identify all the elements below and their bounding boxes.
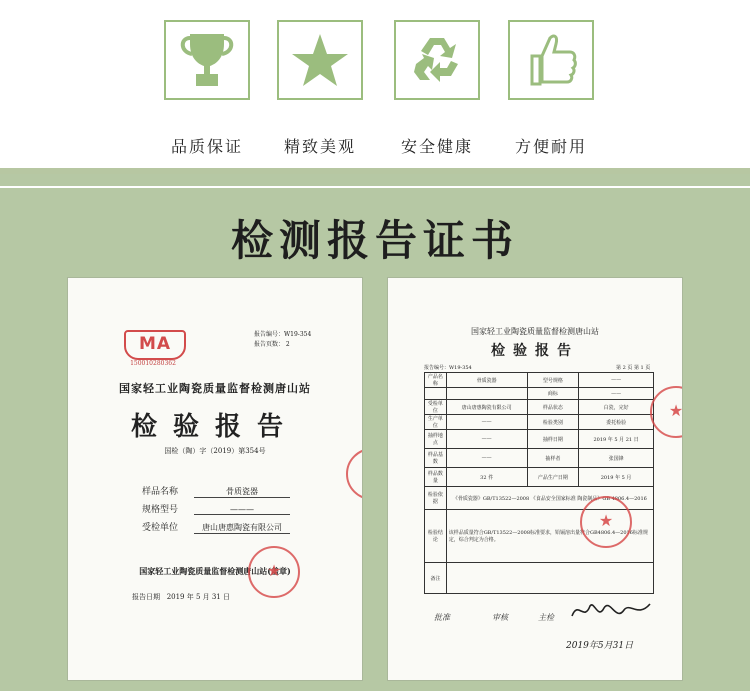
report-cover: [68, 278, 362, 680]
cma-logo: MA: [124, 330, 186, 360]
table-cell: 《骨质瓷器》GB/T13522—2008 《食品安全国家标准 陶瓷制品》GB 4806.4—2016: [446, 487, 653, 510]
handwritten-signature: [568, 598, 654, 624]
table-cell: 型号规格: [527, 373, 579, 388]
signature-date: 2019年5月31日: [566, 641, 634, 651]
signature-inspector: 主检: [538, 613, 554, 622]
table-cell: 产品名称: [425, 373, 447, 388]
report-pages-text: 报告页数： 2: [254, 341, 290, 348]
signature-approve: 批准: [434, 613, 450, 622]
cover-date: [132, 592, 230, 602]
recycle-icon: [404, 28, 470, 92]
report-number-text: 报告编号：W19-354: [254, 331, 312, 338]
field-key: 样品名称: [142, 487, 179, 497]
field-value: ———: [194, 505, 290, 515]
divider-line: [0, 186, 750, 188]
star-icon: [287, 28, 353, 92]
trophy-icon: [174, 28, 240, 92]
table-cell: 委托检验: [579, 415, 654, 430]
table-cell: 唐山唐惠陶瓷有限公司: [446, 400, 527, 415]
red-seal-stamp: [580, 496, 632, 548]
table-cell: 生产单位: [425, 415, 447, 430]
detail-title: 检验报告: [491, 343, 579, 359]
table-cell: 张国锋: [579, 449, 654, 468]
table-cell: 白瓷，完好: [579, 400, 654, 415]
feature-label-quality: 品质保证: [170, 137, 243, 156]
table-cell: ——: [579, 388, 654, 400]
table-cell: 样品数量: [425, 468, 447, 487]
cover-org: 国家轻工业陶瓷质量监督检测唐山站: [119, 382, 311, 395]
table-cell: ——: [446, 430, 527, 449]
table-cell: 32 件: [446, 468, 527, 487]
date-value: 2019 年 5 月 31 日: [166, 593, 230, 601]
feature-label-beauty: 精致美观: [283, 137, 356, 156]
field-sample-name: [142, 484, 290, 498]
feature-box-safety: [394, 20, 480, 100]
table-cell: 样品基数: [425, 449, 447, 468]
feature-label-safety: 安全健康: [400, 137, 473, 156]
table-row: [425, 468, 654, 487]
report-detail-page: [388, 278, 682, 680]
field-key: 规格型号: [142, 505, 179, 515]
table-cell: ——: [446, 449, 527, 468]
section-title: 检测报告证书: [230, 216, 519, 265]
table-cell: [446, 388, 527, 400]
table-row: [425, 430, 654, 449]
detail-org: 国家轻工业陶瓷质量监督检测唐山站: [471, 327, 599, 336]
cma-number: 150010280362: [130, 360, 176, 367]
field-client: [142, 520, 290, 534]
table-row: [425, 415, 654, 430]
table-cell: 受检单位: [425, 400, 447, 415]
feature-box-beauty: [277, 20, 363, 100]
cover-title: 检验报告: [130, 412, 299, 442]
signature-review: 审核: [492, 613, 508, 622]
table-cell: 商标: [527, 388, 579, 400]
table-row: [425, 563, 654, 594]
table-cell: ——: [579, 373, 654, 388]
detail-page-info: 第 2 页 第 1 页: [616, 365, 651, 371]
table-row: [425, 373, 654, 388]
table-cell: 该样品质量符合GB/T13522—2008标准要求，铅镉溶出量符合GB4806.4—2016标准规定，综合判定为合格。: [446, 510, 653, 563]
feature-strip: [0, 0, 750, 168]
feature-label-durability: 方便耐用: [514, 137, 587, 156]
table-cell: 抽样地点: [425, 430, 447, 449]
table-cell: 抽样日期: [527, 430, 579, 449]
detail-report-number: 报告编号：W19-354: [424, 365, 472, 371]
feature-box-quality: [164, 20, 250, 100]
field-key: 受检单位: [142, 523, 179, 533]
cover-org-footer: 国家轻工业陶瓷质量监督检测唐山站(盖章): [139, 566, 291, 576]
red-seal-stamp-edge: [650, 386, 682, 438]
table-cell: 骨质瓷器: [446, 373, 527, 388]
field-value: 唐山唐惠陶瓷有限公司: [194, 522, 290, 534]
thumbs-up-icon: [518, 28, 584, 92]
table-cell: 产品生产日期: [527, 468, 579, 487]
table-row: [425, 388, 654, 400]
table-cell: [425, 388, 447, 400]
table-cell: 样品状态: [527, 400, 579, 415]
table-cell: 备注: [425, 563, 447, 594]
field-model: [142, 502, 290, 515]
table-cell: 2019 年 5 月: [579, 468, 654, 487]
report-number: [254, 330, 311, 350]
table-cell: 2019 年 5 月 21 日: [579, 430, 654, 449]
date-label: 报告日期: [132, 593, 160, 601]
table-cell: [446, 563, 653, 594]
cover-code: 国检（陶）字（2019）第354号: [164, 447, 266, 455]
table-row: [425, 449, 654, 468]
detail-table: [424, 372, 654, 594]
feature-box-durability: [508, 20, 594, 100]
table-cell: 检验结论: [425, 510, 447, 563]
certificate-section: [0, 174, 750, 691]
table-cell: ——: [446, 415, 527, 430]
table-cell: 抽样者: [527, 449, 579, 468]
table-cell: 检验依据: [425, 487, 447, 510]
table-row: [425, 400, 654, 415]
table-cell: 检验类别: [527, 415, 579, 430]
field-value: 骨质瓷器: [194, 486, 290, 498]
red-seal-stamp: [248, 546, 300, 598]
